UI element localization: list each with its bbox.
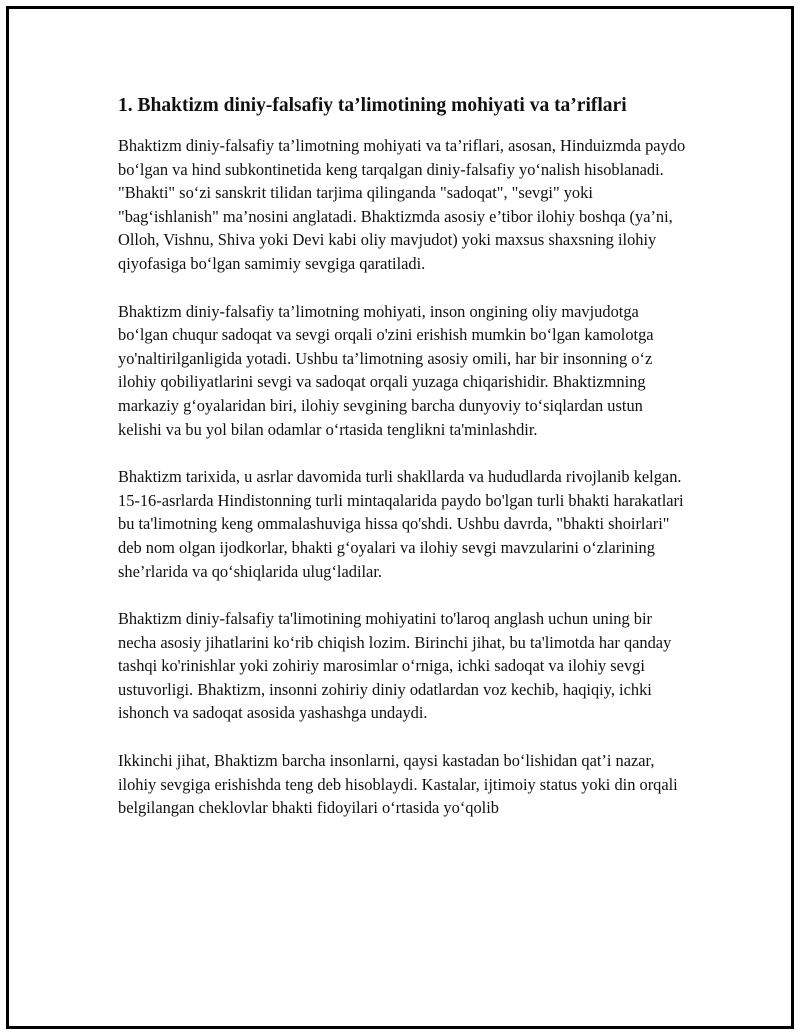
document-body xyxy=(118,92,688,844)
paragraph-2: Bhaktizm diniy-falsafiy ta’limotning mohiyati, inson ongining oliy mavjudotga bo‘lgan chuqur sadoqat va sevgi orqali o'zini erishish mumkin bo‘lgan kamolotga yo'naltirilganligida yotadi. Ushbu ta’limotning asosiy omili, har bir insonning o‘z ilohiy qobiliyatlarini sevgi va sadoqat orqali yuzaga chiqarishidir. Bhaktizmning markaziy g‘oyalaridan biri, ilohiy sevgining barcha dunyoviy to‘siqlardan ustun kelishi va bu yol bilan odamlar o‘rtasida tenglikni ta'minlashdir. xyxy=(118,301,654,439)
paragraph-5: Ikkinchi jihat, Bhaktizm barcha insonlarni, qaysi kastadan bo‘lishidan qat’i nazar, ilohiy sevgiga erishishda teng deb hisoblaydi. Kastalar, ijtimoiy status yoki din orqali belgilangan cheklovlar bhakti fidoyilari o‘rtasida yo‘qolib xyxy=(118,751,678,818)
paragraph-4: Bhaktizm diniy-falsafiy ta'limotining mohiyatini to'laroq anglash uchun uning bir necha asosiy jihatlarini ko‘rib chiqish lozim. Birinchi jihat, bu ta'limotda har qanday tashqi ko'rinishlar yoki zohiriy marosimlar o‘rniga, ichki sadoqat va ilohiy sevgi ustuvorligi. Bhaktizm, insonni zohiriy diniy odatlardan voz kechib, haqiqiy, ichki ishonch va sadoqat asosida yashashga undaydi. xyxy=(118,609,672,723)
paragraph-3: Bhaktizm tarixida, u asrlar davomida turli shakllarda va hududlarda rivojlanib kelgan. 15-16-asrlarda Hindistonning turli mintaqalarida paydo bo'lgan turli bhakti harakatlari bu ta'limotning keng ommalashuviga hissa qo'shdi. Ushbu davrda, "bhakti shoirlari" deb nom olgan ijodkorlar, bhakti g‘oyalari va ilohiy sevgi mavzularini o‘zlarining she’rlarida va qo‘shiqlarida ulug‘ladilar. xyxy=(118,467,684,581)
section-heading: 1. Bhaktizm diniy-falsafiy ta’limotining mohiyati va ta’riflari xyxy=(118,95,627,116)
paragraph-1: Bhaktizm diniy-falsafiy ta’limotning mohiyati va ta’riflari, asosan, Hinduizmda paydo bo‘lgan va hind subkontinetida keng tarqalgan diniy-falsafiy yo‘nalish hisoblanadi. "Bhakti" so‘zi sanskrit tilidan tarjima qilinganda "sadoqat", "sevgi" yoki "bag‘ishlanish" ma’nosini anglatadi. Bhaktizmda asosiy e’tibor ilohiy boshqa (ya’ni, Olloh, Vishnu, Shiva yoki Devi kabi oliy mavjudot) yoki maxsus shaxsning ilohiy qiyofasiga bo‘lgan samimiy sevgiga qaratiladi. xyxy=(118,136,686,273)
